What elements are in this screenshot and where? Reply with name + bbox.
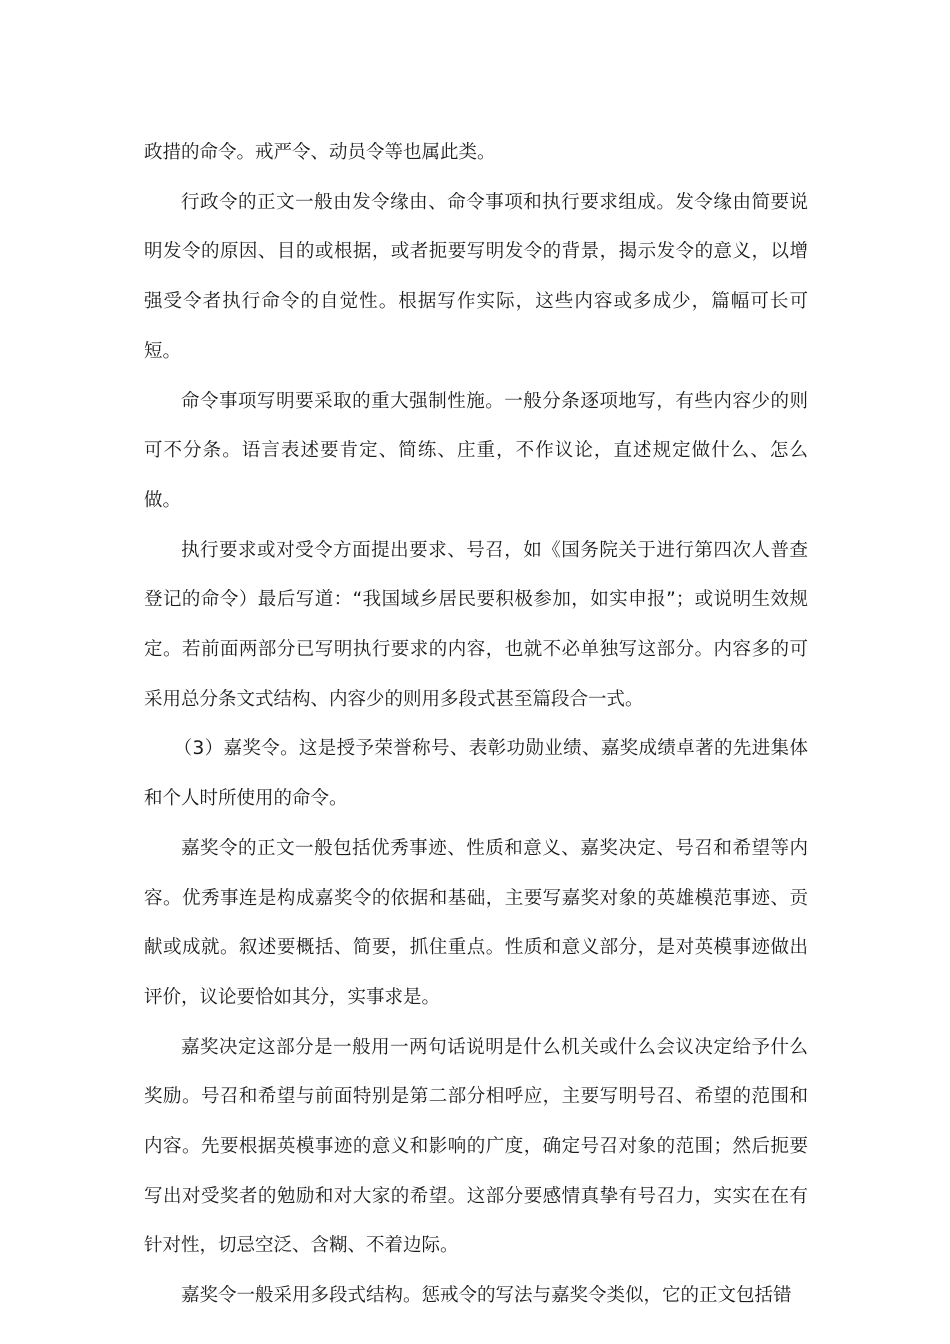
paragraph-4: 执行要求或对受令方面提出要求、号召，如《国务院关于进行第四次人普查登记的命令）最后写道：“我国域乡居民要积极参加，如实申报”；或说明生效规定。若前面两部分已写明执行要求的内容，也就不必单独写这部分。内容多的可采用总分条文式结构、内容少的则用多段式甚至篇段合一式。: [144, 539, 808, 710]
paragraph-3: 命令事项写明要采取的重大强制性施。一般分条逐项地写，有些内容少的则可不分条。语言表述要肯定、简练、庄重，不作议论，直述规定做什么、怎么做。: [144, 390, 808, 511]
paragraph-6: 嘉奖令的正文一般包括优秀事迹、性质和意义、嘉奖决定、号召和希望等内容。优秀事连是构成嘉奖令的依据和基础，主要写嘉奖对象的英雄模范事迹、贡献或成就。叙述要概括、简要，抓住重点。性质和意义部分，是对英模事迹做出评价，议论要恰如其分，实事求是。: [144, 837, 808, 1008]
paragraph-5: （3）嘉奖令。这是授予荣誉称号、表彰功勋业绩、嘉奖成绩卓著的先进集体和个人时所使用的命令。: [144, 738, 808, 810]
document-body: [144, 128, 808, 1321]
paragraph-8: 嘉奖令一般采用多段式结构。惩戒令的写法与嘉奖令类似，它的正文包括错: [181, 1285, 792, 1307]
paragraph-2: 行政令的正文一般由发令缘由、命令事项和执行要求组成。发令缘由简要说明发令的原因、目的或根据，或者扼要写明发令的背景，揭示发令的意义，以增强受令者执行命令的自觉性。根据写作实际，这些内容或多成少，篇幅可长可短。: [144, 191, 808, 362]
paragraph-7: 嘉奖决定这部分是一般用一两句话说明是什么机关或什么会议决定给予什么奖励。号召和希望与前面特别是第二部分相呼应，主要写明号召、希望的范围和内容。先要根据英模事迹的意义和影响的广度，确定号召对象的范围；然后扼要写出对受奖者的勉励和对大家的希望。这部分要感情真挚有号召力，实实在在有针对性，切忌空泛、含糊、不着边际。: [144, 1036, 808, 1257]
paragraph-1: 政措的命令。戒严令、动员令等也属此类。: [144, 142, 496, 163]
